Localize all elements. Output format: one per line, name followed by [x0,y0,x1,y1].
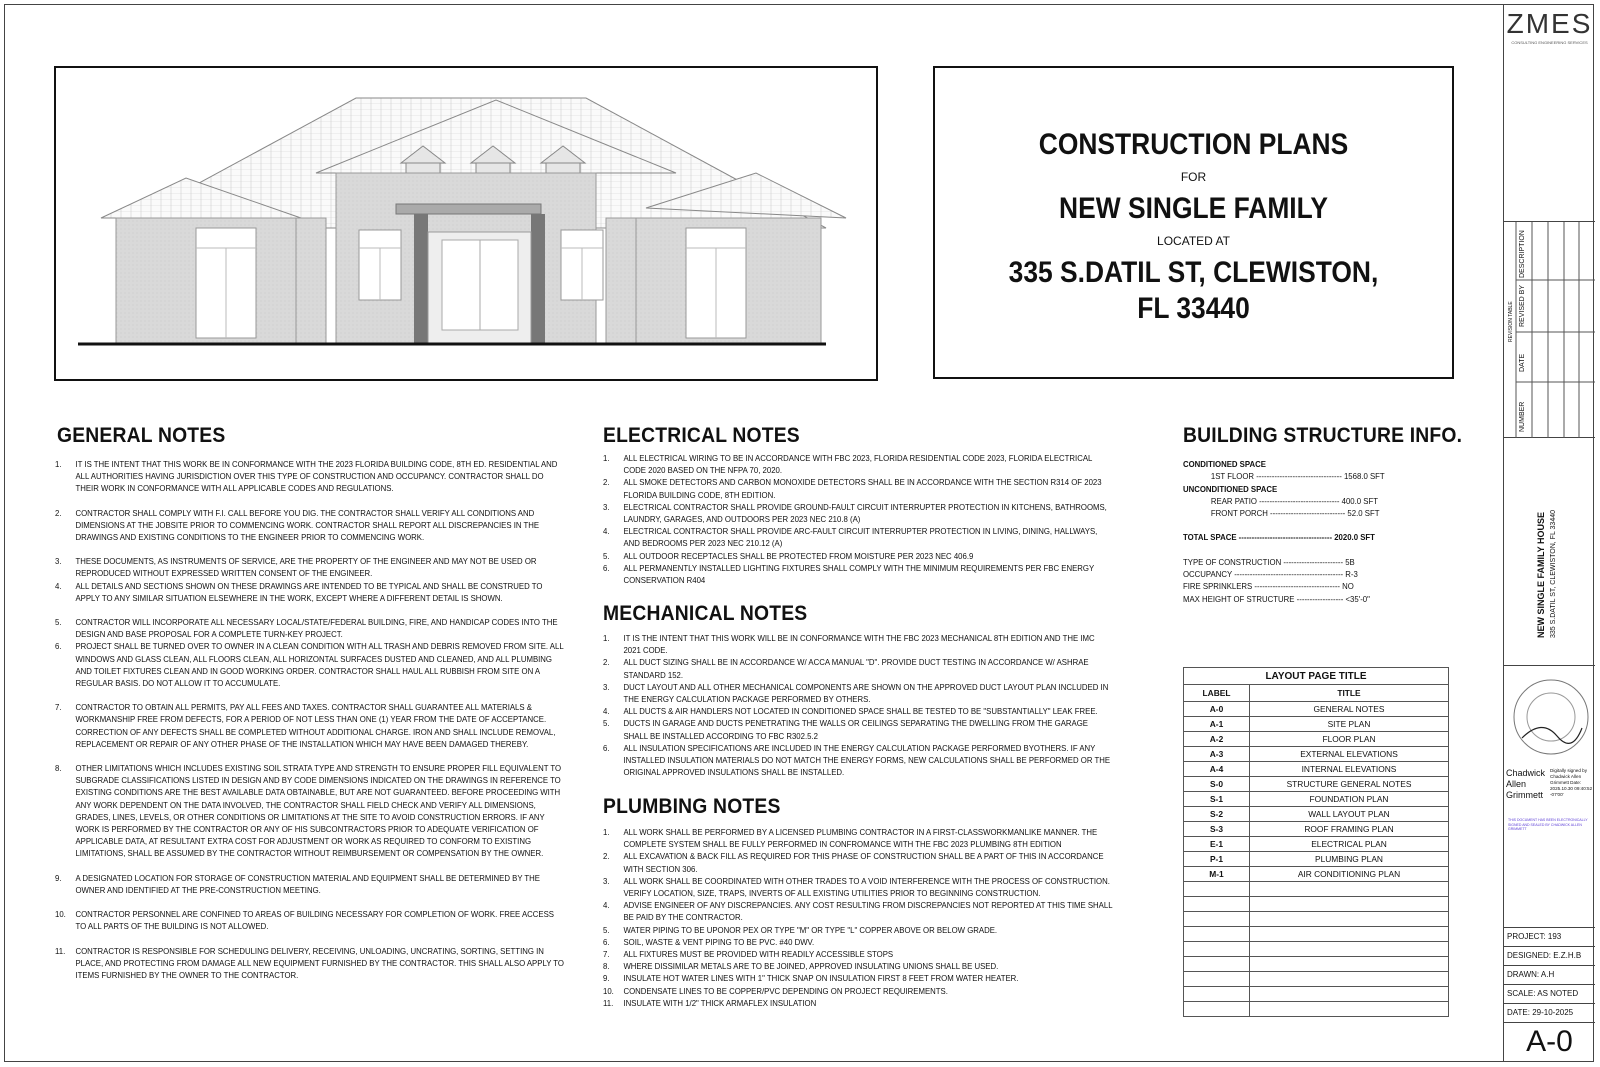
note-number: 1. [603,633,610,643]
col-label-header: LABEL [1184,685,1250,702]
note-number: 4. [603,706,610,717]
note-text: DUCT LAYOUT AND ALL OTHER MECHANICAL COMPONENTS ARE SHOWN ON THE APPROVED DUCT LAYOUT PLAN INCLUDED IN THE ENERGY CALCULATION PACKAGE PERFORMED BY OTHERS. [623,681,1109,705]
note-number: 5. [603,718,610,729]
note-text: CONTRACTOR SHALL COMPLY WITH F.I. CALL BEFORE YOU DIG. THE CONTRACTOR SHALL VERIFY ALL CONDITIONS AND DIMENSIONS AT THE JOBSITE PRIOR TO COMMENCING WORK. CONTRACTOR SHALL REPORT ALL DISCREPANCIES IN THE DRAWINGS AND EXISTING CONDITIONS TO THE ENGINEER PRIOR TO COMMENCING WORK. [75,507,540,543]
sheet-title: PLUMBING PLAN [1250,852,1449,867]
sheet-title: STRUCTURE GENERAL NOTES [1250,777,1449,792]
note-item [603,742,1113,779]
note-item [603,899,1113,923]
note-text: ALL OUTDOOR RECEPTACLES SHALL BE PROTECTED FROM MOISTURE PER 2023 NEC 406.9 [623,550,974,561]
note-number: 6. [55,641,62,652]
note-item [603,826,1113,850]
sheet-number: A-0 [1526,1025,1573,1058]
note-text: ALL INSULATION SPECIFICATIONS ARE INCLUDED IN THE ENERGY CALCULATION PACKAGE PERFORMED BYOTHERS. IF ANY INSTALLED INSULATION MATERIALS DO NOT MATCH THE ENERGY FORMS, NEW CALCULATIONS SHALL BE PERFORMED OR THE ORIGINAL APPROVED INSULATIONS SHALL BE INSTALLED. [623,742,1111,778]
note-number: 6. [603,562,610,573]
layout-empty-row [1184,942,1449,957]
note-item [603,452,1113,476]
engineer-seal [1512,678,1590,756]
note-text: DUCTS IN GARAGE AND DUCTS PENETRATING THE WALLS OR CEILINGS SEPARATING THE DWELLING FROM THE GARAGE SHALL BE INSTALLED ACCORDING TO FBC R302.5.2 [623,718,1088,741]
sheet-title: EXTERNAL ELEVATIONS [1250,747,1449,762]
layout-row [1184,747,1449,762]
note-text: INSULATE HOT WATER LINES WITH 1" THICK SNAP ON INSULATION FIRST 8 FEET FROM WATER HEATER. [623,973,1019,984]
front-porch-area: FRONT PORCH ----------------------------- 52.0 SFT [1210,508,1380,519]
plumbing-notes-heading: PLUMBING NOTES [603,795,781,818]
note-item [603,875,1113,899]
electrical-notes-list [603,452,1113,586]
note-text: THESE DOCUMENTS, AS INSTRUMENTS OF SERVICE, ARE THE PROPERTY OF THE ENGINEER AND MAY NOT BE USED OR REPRODUCED WITHOUT EXPRESSED WRITTEN CONSENT OF THE ENGINEER. [75,556,537,579]
layout-empty-row [1184,957,1449,972]
note-item [55,616,565,640]
note-number: 5. [55,617,62,628]
note-item [603,525,1113,549]
revision-table-label: REVISION TABLE [1508,301,1514,342]
sheet-label: A-2 [1184,732,1250,747]
note-text: WATER PIPING TO BE UPONOR PEX OR TYPE "M" OR TYPE "L" COPPER ABOVE OR BELOW GRADE. [623,924,998,935]
note-text: ALL DUCT SIZING SHALL BE IN ACCORDANCE W/ ACCA MANUAL "D". PROVIDE DUCT TESTING IN ACCORDANCE W/ ASHRAE STANDARD 152. [623,657,1089,680]
front-elevation-frame [54,66,878,381]
designed-by: DESIGNED: E.Z.H.B [1504,947,1595,966]
note-item [603,997,1113,1009]
note-text: IT IS THE INTENT THAT THIS WORK BE IN CONFORMANCE WITH THE 2023 FLORIDA BUILDING CODE, 8TH ED. RESIDENTIAL AND ALL AUTHORITIES HAVING JURISDICTION OVER THIS TYPE OF CONSTRUCTION AND OCCUPANCY. CONTRACTOR SHALL DO THEIR WORK IN CONFORMANCE WITH ALL APPLICABLE CODES AND REGULATIONS. [75,459,558,494]
sheet-title: ELECTRICAL PLAN [1250,837,1449,852]
sheet-title: SITE PLAN [1250,717,1449,732]
note-item [603,924,1113,936]
title-block-column [1503,4,1595,1062]
note-number: 4. [603,900,610,911]
note-item [55,580,565,604]
date: DATE: 29-10-2025 [1504,1004,1595,1023]
scale: SCALE: AS NOTED [1504,985,1595,1004]
note-item [603,948,1113,960]
layout-page-table [1183,667,1449,1017]
note-number: 6. [603,742,610,753]
sheet-label: S-3 [1184,822,1250,837]
construction-type: TYPE OF CONSTRUCTION ----------------------- 5B [1183,556,1355,567]
layout-empty-row [1184,1002,1449,1017]
note-text: ELECTRICAL CONTRACTOR SHALL PROVIDE GROUND-FAULT CIRCUIT INTERRUPTER PROTECTION IN KITCHENS, BATHROOMS, LAUNDRY, GARAGES, AND OUTDOORS PER 2023 NEC 210.8 (A) [623,501,1107,525]
unconditioned-label: UNCONDITIONED SPACE [1183,483,1278,494]
note-number: 1. [603,827,610,837]
layout-row [1184,822,1449,837]
layout-row [1184,837,1449,852]
general-notes-list [55,458,565,981]
sheet-label: A-0 [1184,702,1250,717]
note-text: ALL SMOKE DETECTORS AND CARBON MONOXIDE DETECTORS SHALL BE IN ACCORDANCE WITH THE SECTION R314 OF 2023 FLORIDA BUILDING CODE, 8TH EDITION. [623,477,1102,500]
note-item [603,681,1113,705]
sheet-label: S-1 [1184,792,1250,807]
sheet-label: E-1 [1184,837,1250,852]
sheet-label: P-1 [1184,852,1250,867]
layout-row [1184,762,1449,777]
layout-empty-row [1184,927,1449,942]
note-number: 9. [603,973,610,984]
revision-table [1504,222,1595,438]
located-at-label: LOCATED AT [1157,234,1230,248]
layout-empty-row [1184,912,1449,927]
note-item [603,985,1113,997]
note-text: ALL WORK SHALL BE PERFORMED BY A LICENSED PLUMBING CONTRACTOR IN A FIRST-CLASSWORKMANLIKE MANNER. THE COMPLETE SYSTEM SHALL BE FULLY PERFORMED IN CONFROMANCE WITH THE FBC 2023 PLUMBING 8TH EDITION [623,827,1098,850]
note-item [603,632,1113,656]
layout-table-title: LAYOUT PAGE TITLE [1184,668,1449,685]
note-text: OTHER LIMITATIONS WHICH INCLUDES EXISTING SOIL STRATA TYPE AND STRENGTH TO ENSURE PROPER FILL EQUIVALENT TO SUBGRADE CLASSIFICATIONS LISTED IN DESIGN AND BY CODE DIMENSIONS INDICATED ON THE DRAWINGS IN REFERENCE TO EXISTING CONDITIONS ARE THE BEST AVAILABLE DATA OBTAINABLE, BUT ARE NOT GUARANTEED. BEFORE PROCEEDING WITH ANY WORK DEPENDENT ON THE DATA INVOLVED, THE CONTRACTOR SHALL FIELD CHECK AND VERIFY ALL DIMENSIONS, GRADES, LINES, LEVELS, OR OTHER CONDITIONS OR LIMITATIONS AT THE SITE TO AVOID CONSTRUCTION ERRORS. IF ANY WORK IS PERFORMED BY THE CONTRACTOR OR ANY OF HIS SUBCONTRACTORS PRIOR TO ADEQUATE VERIFICATION OF APPLICABLE DATA, AT RESULTANT EXTRA COST FOR ADJUSTMENT OR WORK AS REQUIRED TO CONFORM TO EXISTING LIMITATIONS, SHALL BE ASSUMED BY THE CONTRACTOR WITHOUT REIMBURSEMENT OR COMPENSATION BY THE OWNER. [75,763,562,859]
layout-row [1184,777,1449,792]
note-item [603,562,1113,586]
conditioned-label: CONDITIONED SPACE [1183,459,1266,469]
note-item [55,555,565,579]
note-number: 1. [603,453,610,463]
drawn-by: DRAWN: A.H [1504,966,1595,985]
logo-subtitle: CONSULTING ENGINEERING SERVICES [1511,40,1588,45]
sheet-title: WALL LAYOUT PLAN [1250,807,1449,822]
house-elevation-drawing [56,68,876,379]
revision-grid [1504,222,1595,438]
zmes-logo: ZMES [1506,8,1593,39]
building-info-block [1183,458,1385,605]
note-item [603,501,1113,525]
project-title-box [933,66,1454,379]
note-number: 5. [603,924,610,935]
note-item [55,701,565,750]
note-text: ALL EXCAVATION & BACK FILL AS REQUIRED FOR THIS PHASE OF CONSTRUCTION SHALL BE A PART OF THIS IN ACCORDANCE WITH SECTION 306. [623,851,1104,874]
note-item [55,762,565,860]
address-line1: 335 S.DATIL ST, CLEWISTON, [1008,256,1379,289]
note-item [603,476,1113,500]
note-number: 6. [603,936,610,947]
layout-empty-row [1184,972,1449,987]
side-house-title: NEW SINGLE FAMILY HOUSE [1536,511,1546,638]
plans-title: CONSTRUCTION PLANS [1038,128,1349,161]
sheet-title: FLOOR PLAN [1250,732,1449,747]
note-item [55,507,565,544]
note-text: ALL WORK SHALL BE COORDINATED WITH OTHER TRADES TO A VOID INTERFERENCE WITH THE PROCESS OF CONSTRUCTION. VERIFY LOCATION, SIZE, TRAPS, INVERTS OF ALL EXISTING UTILITIES PRIOR TO BEGINNING CONSTRUCTION. [623,875,1110,899]
note-number: 2. [603,657,610,668]
note-text: ALL PERMANENTLY INSTALLED LIGHTING FIXTURES SHALL COMPLY WITH THE MINIMUM REQUIREMENTS PER FBC ENERGY CONSERVATION R404 [623,562,1095,586]
note-item [603,936,1113,948]
note-number: 3. [603,681,610,692]
note-number: 2. [603,851,610,862]
layout-row [1184,852,1449,867]
sheet-label: S-0 [1184,777,1250,792]
note-number: 4. [55,580,62,591]
sheet-label: A-3 [1184,747,1250,762]
rev-col-description: DESCRIPTION [1519,230,1526,278]
occupancy: OCCUPANCY ------------------------------------------ R-3 [1183,569,1358,580]
rev-col-date: DATE [1519,353,1526,372]
rear-patio-area: REAR PATIO ------------------------------- 400.0 SFT [1210,495,1379,506]
sheet-title: INTERNAL ELEVATIONS [1250,762,1449,777]
layout-row [1184,807,1449,822]
layout-empty-row [1184,882,1449,897]
note-number: 11. [55,945,66,956]
mechanical-notes-heading: MECHANICAL NOTES [603,602,808,625]
layout-row [1184,732,1449,747]
note-text: PROJECT SHALL BE TURNED OVER TO OWNER IN A CLEAN CONDITION WITH ALL TRASH AND DEBRIS REMOVED FROM SITE. ALL WINDOWS AND GLASS CLEAN, ALL FLOORS CLEAN, ALL HORIZONTAL SURFACES DUSTED AND CLEANED, AND ALL PLUMBING AND TOILET FIXTURES CLEAN AND IN GOOD WORKING ORDER. CONTRACTOR SHALL HAUL ALL RUBBISH FROM SITE ON A REGULAR BASIS. DO NOT ALLOW IT TO ACCUMULATE. [75,641,564,689]
logo-cell [1504,4,1595,222]
layout-row [1184,792,1449,807]
signer-name: Chadwick Allen Grimmett [1506,768,1546,800]
note-item [603,960,1113,972]
note-text: ALL FIXTURES MUST BE PROVIDED WITH READILY ACCESSIBLE STOPS [623,949,894,960]
note-text: ALL DUCTS & AIR HANDLERS NOT LOCATED IN CONDITIONED SPACE SHALL BE TESTED TO BE "SUBSTANTIALLY" LEAK FREE. [623,706,1098,717]
note-text: CONTRACTOR IS RESPONSIBLE FOR SCHEDULING DELIVERY, RECEIVING, UNLOADING, UNCRATING, SORTING, SETTING IN PLACE, AND PROTECTING FROM DAMAGE ALL NEW EQUIPMENT FURNISHED BY THE CONTRACTOR. THIS SHALL ALSO APPLY TO ITEMS FURNISHED BY THE OWNER TO THE CONTRACTOR. [75,945,564,980]
note-item [603,717,1113,741]
plumbing-notes-list [603,826,1113,1009]
note-number: 7. [55,702,62,713]
sheet-title: GENERAL NOTES [1250,702,1449,717]
sheet-label: M-1 [1184,867,1250,882]
note-item [603,550,1113,562]
max-height: MAX HEIGHT OF STRUCTURE ------------------ <35'-0" [1183,593,1370,604]
note-item [603,972,1113,984]
note-text: CONDENSATE LINES TO BE COPPER/PVC DEPENDING ON PROJECT REQUIREMENTS. [623,985,948,996]
digital-signature: Digitally signed by Chadwick Allen Grimmett Date: 2025.10.30 09:40:52 -07'00' [1550,768,1593,797]
note-text: A DESIGNATED LOCATION FOR STORAGE OF CONSTRUCTION MATERIAL AND EQUIPMENT SHALL BE DETERMINED BY THE OWNER AND IDENTIFIED AT THE PRE-CONSTRUCTION MEETING. [75,872,540,895]
note-text: INSULATE WITH 1/2" THICK ARMAFLEX INSULATION [623,997,817,1008]
seal-cell [1504,666,1595,928]
building-info-heading: BUILDING STRUCTURE INFO. [1183,424,1463,447]
mechanical-notes-list [603,632,1113,778]
note-number: 7. [603,949,610,960]
note-number: 4. [603,526,610,537]
note-item [55,945,565,982]
layout-row [1184,867,1449,882]
note-text: CONTRACTOR PERSONNEL ARE CONFINED TO AREAS OF BUILDING NECESSARY FOR COMPLETION OF WORK. FREE ACCESS TO ALL PARTS OF THE BUILDING IS NOT ALLOWED. [75,909,554,932]
for-label: FOR [1180,170,1207,184]
note-text: IT IS THE INTENT THAT THIS WORK WILL BE IN CONFORMANCE WITH THE FBC 2023 MECHANICAL 8TH EDITION AND THE IMC 2021 CODE. [623,633,1095,656]
sheet-title: AIR CONDITIONING PLAN [1250,867,1449,882]
note-number: 9. [55,872,62,883]
note-number: 3. [603,501,610,512]
note-number: 10. [55,909,66,920]
note-number: 3. [603,875,610,886]
project-type: NEW SINGLE FAMILY [1059,192,1328,225]
note-text: WHERE DISSIMILAR METALS ARE TO BE JOINED, APPROVED INSULATING UNIONS SHALL BE USED. [623,961,999,972]
note-item [603,850,1113,874]
first-floor-area: 1ST FLOOR --------------------------------- 1568.0 SFT [1210,471,1385,482]
note-number: 10. [603,985,614,996]
note-number: 2. [603,477,610,488]
note-number: 8. [55,763,62,774]
general-notes-heading: GENERAL NOTES [57,424,226,447]
sheet-label: A-4 [1184,762,1250,777]
note-number: 5. [603,550,610,561]
project-info [1504,928,1595,1061]
sheet-label: A-1 [1184,717,1250,732]
note-item [55,908,565,932]
note-number: 8. [603,961,610,972]
note-text: SOIL, WASTE & VENT PIPING TO BE PVC. #40 DWV. [623,936,815,947]
electrical-notes-heading: ELECTRICAL NOTES [603,424,800,447]
layout-row [1184,702,1449,717]
project-number: PROJECT: 193 [1504,928,1595,947]
note-number: 1. [55,459,62,469]
sheet-title: ROOF FRAMING PLAN [1250,822,1449,837]
note-item [603,656,1113,680]
signature-note: THIS DOCUMENT HAS BEEN ELECTRONICALLY SIGNED AND SEALED BY CHADWICK ALLEN GRIMMETT [1508,818,1588,831]
note-number: 3. [55,556,62,567]
house-title-cell [1504,438,1595,666]
note-text: ELECTRICAL CONTRACTOR SHALL PROVIDE ARC-FAULT CIRCUIT INTERRUPTER PROTECTION IN LIVING, DINING, HALLWAYS, AND BEDROOMS PER 2023 NEC 210.12 (A) [623,526,1098,549]
note-item [603,705,1113,717]
note-number: 11. [603,997,614,1008]
address-line2: FL 33440 [1137,292,1250,325]
layout-empty-row [1184,897,1449,912]
note-item [55,640,565,689]
rev-col-number: NUMBER [1519,401,1526,432]
note-item [55,872,565,896]
rev-col-revised-by: REVISED BY [1519,284,1526,327]
note-number: 2. [55,507,62,518]
total-area: TOTAL SPACE ------------------------------------ 2020.0 SFT [1183,532,1375,543]
note-item [55,458,565,495]
note-text: ALL DETAILS AND SECTIONS SHOWN ON THESE DRAWINGS ARE INTENDED TO BE TYPICAL AND SHALL BE CONSTRUED TO APPLY TO ANY SIMILAR SITUATION ELSEWHERE IN THE WORK, EXCEPT WHERE A DIFFERENT DETAIL IS SHOWN. [75,580,543,603]
layout-empty-row [1184,987,1449,1002]
note-text: ADVISE ENGINEER OF ANY DISCREPANCIES. ANY COST RESULTING FROM DISCREPANCIES NOT REPORTED AT THIS TIME SHALL BE PAID BY THE CONTRACTOR. [623,900,1113,923]
fire-sprinklers: FIRE SPRINKLERS --------------------------------- NO [1183,581,1354,592]
col-title-header: TITLE [1250,685,1449,702]
note-text: ALL ELECTRICAL WIRING TO BE IN ACCORDANCE WITH FBC 2023, FLORIDA RESIDENTIAL CODE 2023, FLORIDA ELECTRICAL CODE 2020 BASED ON THE NFPA 70, 2020. [623,453,1093,476]
layout-row [1184,717,1449,732]
note-text: CONTRACTOR TO OBTAIN ALL PERMITS, PAY ALL FEES AND TAXES. CONTRACTOR SHALL GUARANTEE ALL MATERIALS & WORKMANSHIP FREE FROM DEFECTS, FOR A PERIOD OF NOT LESS THAN ONE (1) YEAR FROM THE DATE OF ACCEPTANCE. CORRECTION OF ANY DEFECTS SHALL BE COMPLETED WITHOUT ADDITIONAL CHARGE. IRON AND SHALL INCLUDE REMOVAL, REPLACEMENT OR REPAIR OF ANY OTHER PHASE OF THE INSTALLATION WHICH MAY HAVE BEEN DAMAGED THEREBY. [75,702,556,749]
note-text: CONTRACTOR WILL INCORPORATE ALL NECESSARY LOCAL/STATE/FEDERAL BUILDING, FIRE, AND HANDICAP CODES INTO THE DESIGN AND BASE PROPOSAL FOR A COMPLETE TURN-KEY PROJECT. [75,617,558,640]
sheet-title: FOUNDATION PLAN [1250,792,1449,807]
sheet-label: S-2 [1184,807,1250,822]
side-house-address: 335 S.DATIL ST, CLEWISTON, FL 33440 [1550,510,1557,638]
